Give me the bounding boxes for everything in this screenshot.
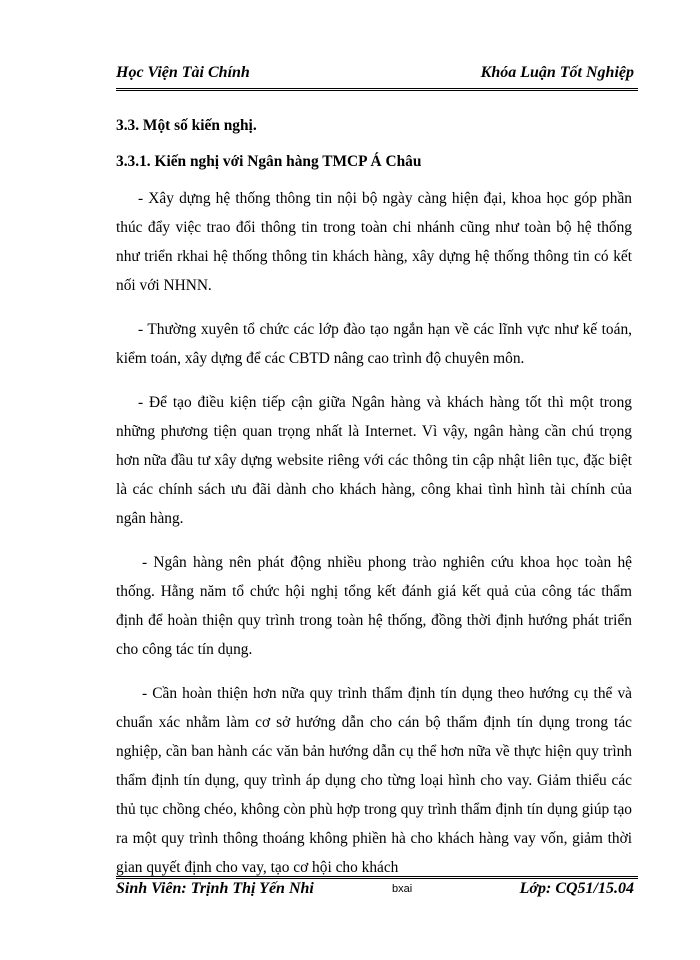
- subsection-heading: 3.3.1. Kiến nghị với Ngân hàng TMCP Á Châu: [116, 153, 422, 170]
- page-footer: [116, 880, 636, 904]
- section-heading: 3.3. Một số kiến nghị.: [116, 117, 257, 134]
- footer-page-marker: bxai: [392, 883, 413, 895]
- page-header: [116, 64, 636, 88]
- paragraph-1: - Xây dựng hệ thống thông tin nội bộ ngày càng hiện đại, khoa học góp phần thúc đẩy việc trao đổi thông tin trong toàn chi nhánh cũng như toàn bộ hệ thống như triển rkhai hệ thống thông tin khách hàng, xây dựng hệ thống thông tin có kết nối với NHNN.: [116, 190, 632, 294]
- paragraph-5: - Cần hoàn thiện hơn nữa quy trình thẩm định tín dụng theo hướng cụ thể và chuẩn xác nhằm làm cơ sở hướng dẫn cho cán bộ thẩm định tín dụng trong tác nghiệp, cần ban hành các văn bản hướng dẫn cụ thể hơn nữa về thực hiện quy trình thẩm định tín dụng, quy trình áp dụng cho từng loại hình cho vay. Giảm thiểu các thủ tục chồng chéo, không còn phù hợp trong quy trình thẩm định tín dụng giúp tạo ra một quy trình thông thoáng không phiền hà cho khách hàng vay vốn, giảm thời gian quyết định cho vay, tạo cơ hội cho khách: [116, 685, 632, 876]
- footer-student-name: Sinh Viên: Trịnh Thị Yến Nhi: [116, 880, 314, 897]
- footer-rule: [116, 876, 638, 879]
- page-body: [116, 114, 632, 882]
- footer-class-code: Lớp: CQ51/15.04: [519, 880, 634, 897]
- header-document-type: Khóa Luận Tốt Nghiệp: [480, 64, 634, 81]
- header-institution: Học Viện Tài Chính: [116, 64, 250, 81]
- header-rule: [116, 88, 638, 91]
- paragraph-3: - Để tạo điều kiện tiếp cận giữa Ngân hàng và khách hàng tốt thì một trong những phương tiện quan trọng nhất là Internet. Vì vậy, ngân hàng cần chú trọng hơn nữa đầu tư xây dựng website riêng với các thông tin cập nhật liên tục, đặc biệt là các chính sách ưu đãi dành cho khách hàng, công khai tình hình tài chính của ngân hàng.: [116, 394, 632, 527]
- paragraph-4: - Ngân hàng nên phát động nhiều phong trào nghiên cứu khoa học toàn hệ thống. Hằng năm tổ chức hội nghị tổng kết đánh giá kết quả của công tác thẩm định để hoàn thiện quy trình trong toàn hệ thống, đồng thời định hướng phát triển cho công tác tín dụng.: [116, 554, 632, 658]
- paragraph-2: - Thường xuyên tổ chức các lớp đào tạo ngắn hạn về các lĩnh vực như kế toán, kiểm toán, xây dựng để các CBTD nâng cao trình độ chuyên môn.: [116, 321, 632, 367]
